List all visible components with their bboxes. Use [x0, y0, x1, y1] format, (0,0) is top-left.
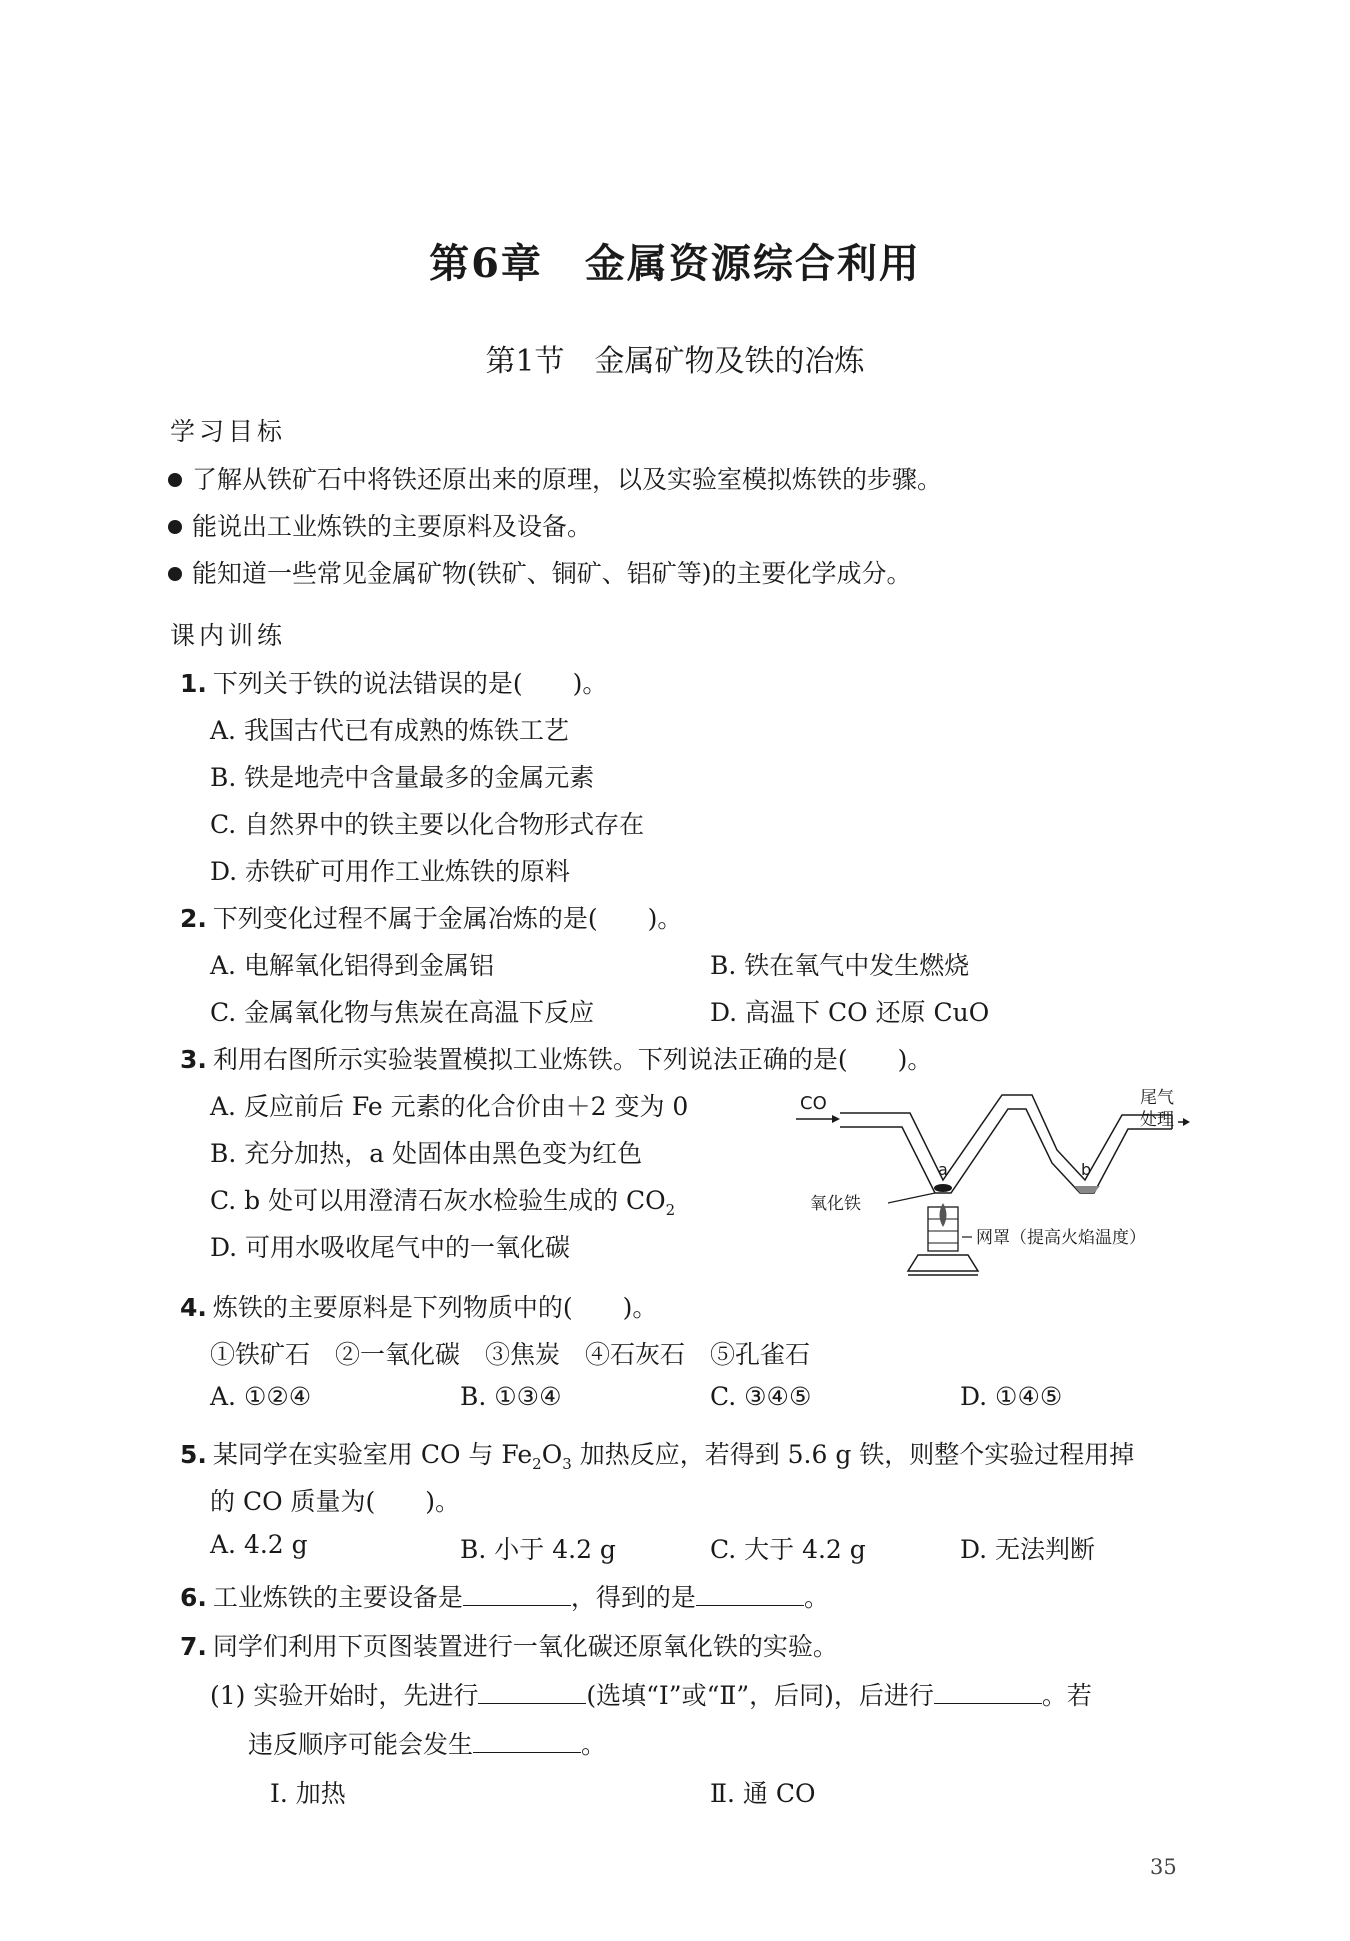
q7-option-2: Ⅱ. 通 CO: [710, 1779, 816, 1808]
q1-option-b: B. 铁是地壳中含量最多的金属元素: [210, 763, 595, 792]
w-tube-bottom: [840, 1109, 1172, 1193]
co-label: CO: [800, 1093, 827, 1114]
question-7-stem: 7. 同学们利用下页图装置进行一氧化碳还原氧化铁的实验。: [180, 1632, 838, 1661]
q7-subquestion-1: (1) 实验开始时，先进行 (选填“Ⅰ”或“Ⅱ”，后同)，后进行 。若: [210, 1681, 1092, 1710]
q4-option-d: D. ①④⑤: [960, 1382, 1063, 1411]
q7-subquestion-1-line2: 违反顺序可能会发生 。: [248, 1730, 607, 1759]
q4-option-c: C. ③④⑤: [710, 1382, 812, 1411]
q2-option-b: B. 铁在氧气中发生燃烧: [710, 951, 970, 980]
iron-oxide-label: 氧化铁: [810, 1194, 861, 1214]
question-5-stem-line2: 的 CO 质量为( )。: [210, 1487, 461, 1516]
answer-blank[interactable]: [696, 1583, 804, 1606]
question-6: 6. 工业炼铁的主要设备是 ，得到的是 。: [180, 1583, 829, 1612]
q5-option-c: C. 大于 4.2 g: [710, 1535, 866, 1564]
iron-smelting-apparatus-diagram: [790, 1085, 1190, 1285]
iron-oxide-sample: [934, 1184, 952, 1192]
question-2-stem: 2. 下列变化过程不属于金属冶炼的是( )。: [180, 904, 683, 933]
q4-items: ①铁矿石 ②一氧化碳 ③焦炭 ④石灰石 ⑤孔雀石: [210, 1340, 811, 1369]
arrow-head-icon: [1183, 1118, 1190, 1126]
goal-item: 能知道一些常见金属矿物(铁矿、铜矿、铝矿等)的主要化学成分。: [168, 554, 912, 590]
q3-option-d: D. 可用水吸收尾气中的一氧化碳: [210, 1233, 571, 1262]
q5-option-d: D. 无法判断: [960, 1535, 1096, 1564]
answer-blank[interactable]: [473, 1730, 581, 1753]
w-tube-top: [840, 1095, 1172, 1180]
q3-option-a: A. 反应前后 Fe 元素的化合价由＋2 变为 0: [210, 1092, 689, 1121]
section-title: 第1节 金属矿物及铁的冶炼: [485, 344, 865, 379]
arrow-head-icon: [832, 1115, 840, 1123]
goal-item: 能说出工业炼铁的主要原料及设备。: [168, 507, 592, 543]
question-5-stem: 5. 某同学在实验室用 CO 与 $Fe_2O_3$ 加热反应，若得到 5.6 g 铁，则整个实验过程用掉: [180, 1440, 1135, 1473]
question-3-stem: 3. 利用右图所示实验装置模拟工业炼铁。下列说法正确的是( )。: [180, 1045, 933, 1074]
goal-item: 了解从铁矿石中将铁还原出来的原理，以及实验室模拟炼铁的步骤。: [168, 460, 942, 496]
answer-blank[interactable]: [934, 1681, 1042, 1704]
q1-option-d: D. 赤铁矿可用作工业炼铁的原料: [210, 857, 571, 886]
answer-blank[interactable]: [478, 1681, 586, 1704]
page-number: 35: [1150, 1855, 1177, 1879]
alcohol-lamp: [908, 1255, 978, 1271]
bullet-icon: [168, 520, 182, 534]
q1-option-a: A. 我国古代已有成熟的炼铁工艺: [210, 716, 569, 745]
q3-option-b: B. 充分加热，a 处固体由黑色变为红色: [210, 1139, 643, 1168]
point-a-label: a: [938, 1160, 948, 1179]
training-heading: 课内训练: [170, 621, 287, 650]
q5-option-b: B. 小于 4.2 g: [460, 1535, 616, 1564]
tail-gas-label: 尾气: [1140, 1088, 1174, 1108]
answer-blank[interactable]: [463, 1583, 571, 1606]
q7-option-1: Ⅰ. 加热: [270, 1779, 346, 1808]
q2-option-d: D. 高温下 CO 还原 CuO: [710, 998, 990, 1027]
q2-option-c: C. 金属氧化物与焦炭在高温下反应: [210, 998, 595, 1027]
q4-option-b: B. ①③④: [460, 1382, 562, 1411]
point-b-label: b: [1081, 1160, 1092, 1179]
q2-option-a: A. 电解氧化铝得到金属铝: [210, 951, 494, 980]
question-1-stem: 1. 下列关于铁的说法错误的是( )。: [180, 669, 608, 698]
goals-heading: 学习目标: [170, 417, 287, 446]
q5-option-a: A. 4.2 g: [210, 1530, 308, 1559]
tail-gas-treatment-label: 处理: [1140, 1110, 1174, 1130]
mesh-label: 网罩（提高火焰温度）: [976, 1228, 1146, 1248]
question-4-stem: 4. 炼铁的主要原料是下列物质中的( )。: [180, 1293, 658, 1322]
q3-option-c: C. b 处可以用澄清石灰水检验生成的 $CO_2$: [210, 1186, 676, 1219]
bullet-icon: [168, 473, 182, 487]
limewater: [1074, 1186, 1100, 1193]
q1-option-c: C. 自然界中的铁主要以化合物形式存在: [210, 810, 645, 839]
q4-option-a: A. ①②④: [210, 1382, 312, 1411]
bullet-icon: [168, 567, 182, 581]
chapter-title: 第6章 金属资源综合利用: [429, 240, 921, 287]
